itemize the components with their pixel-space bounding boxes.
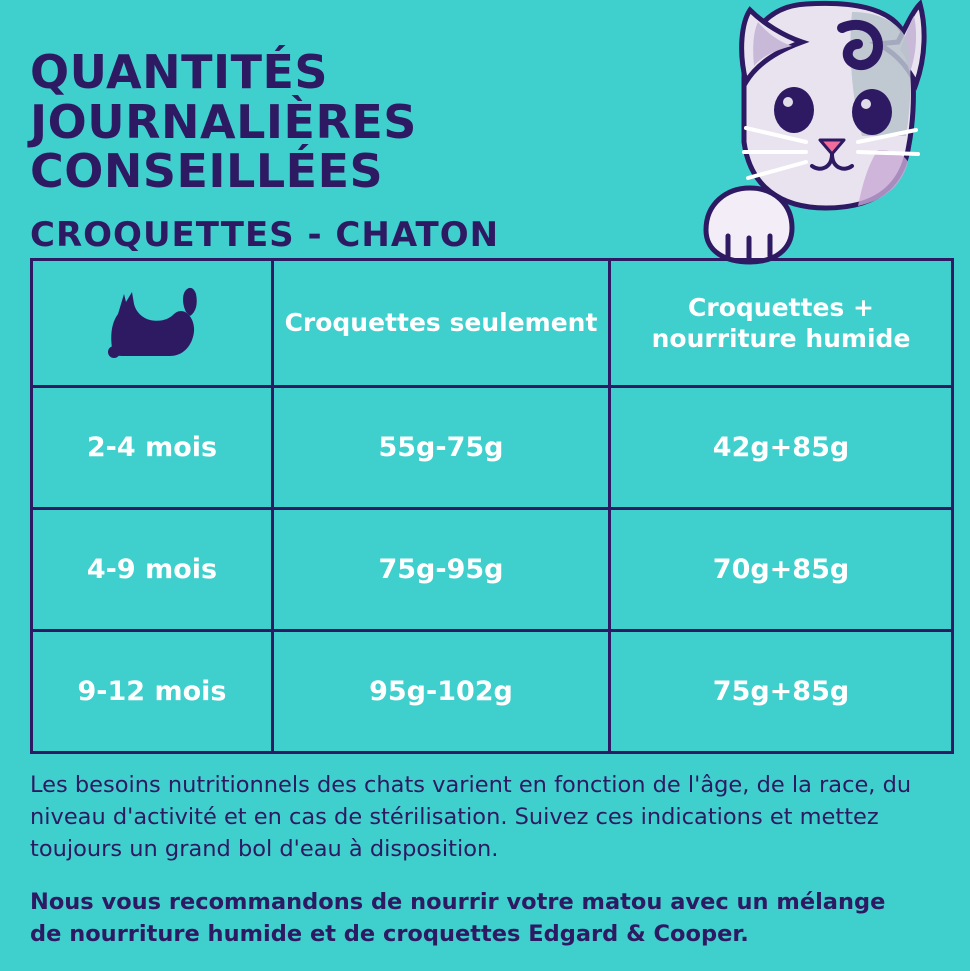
column-header-dry-only: Croquettes seulement: [273, 260, 610, 387]
feeding-table: [30, 258, 954, 754]
footnotes: [30, 770, 920, 971]
page-title: QUANTITÉS JOURNALIÈRES CONSEILLÉES: [30, 45, 417, 199]
cell-mix: 75g+85g: [610, 631, 953, 753]
table-row: [32, 631, 953, 753]
cell-dry: 75g-95g: [273, 509, 610, 631]
table-row: [32, 509, 953, 631]
cell-mix: 42g+85g: [610, 387, 953, 509]
kitten-peeking-illustration: [702, 0, 932, 270]
table-row: [32, 387, 953, 509]
table-header-row: [32, 260, 953, 387]
cell-age: 4-9 mois: [32, 509, 273, 631]
table-head: [32, 260, 953, 387]
cell-mix: 70g+85g: [610, 509, 953, 631]
column-header-dry-plus-wet: Croquettes + nourriture humide: [610, 260, 953, 387]
header: [30, 45, 730, 256]
feeding-table-wrapper: [30, 258, 938, 754]
cell-dry: 95g-102g: [273, 631, 610, 753]
cat-silhouette-icon: [32, 260, 273, 387]
note-nutrition: Les besoins nutritionnels des chats varient en fonction de l'âge, de la race, du niveau d'activité et en cas de stérilisation. Suivez ces indications et mettez toujours un grand bol d'eau à disposition.: [30, 772, 912, 862]
note-recommendation: Nous vous recommandons de nourrir votre matou avec un mélange de nourriture humide et de croquettes Edgard & Cooper.: [30, 888, 886, 948]
table-body: [32, 387, 953, 753]
page-subtitle: CROQUETTES - CHATON: [30, 215, 500, 256]
cell-dry: 55g-75g: [273, 387, 610, 509]
cell-age: 2-4 mois: [32, 387, 273, 509]
cell-age: 9-12 mois: [32, 631, 273, 753]
